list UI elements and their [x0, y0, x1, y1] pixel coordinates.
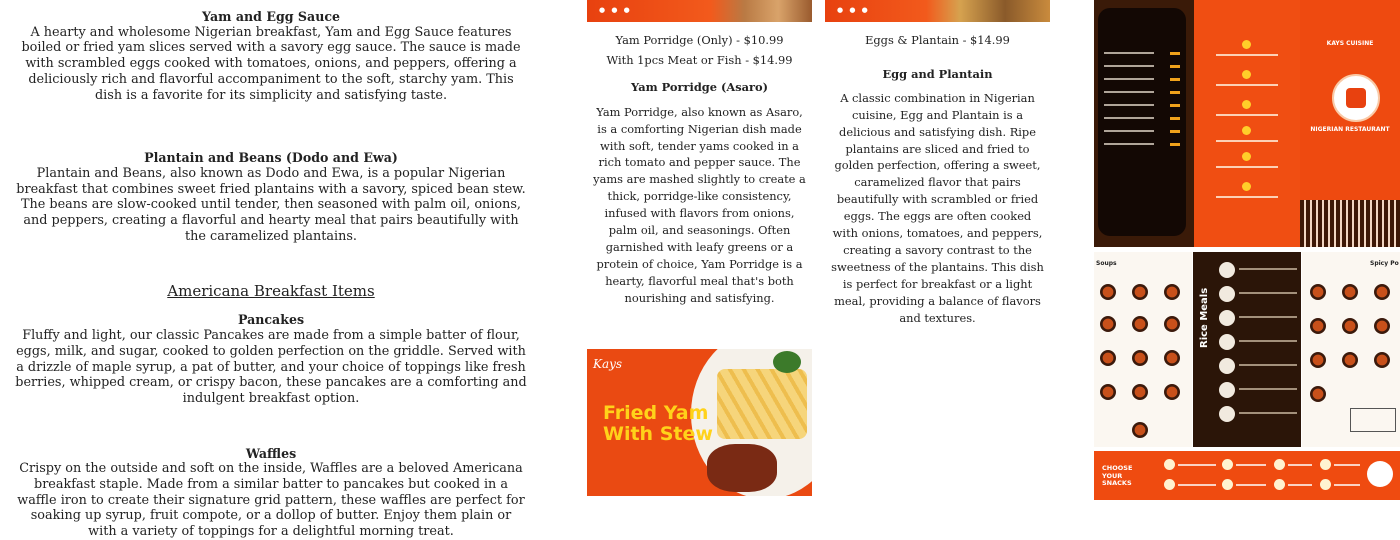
plantain-beans-title: Plantain and Beans (Dodo and Ewa): [144, 150, 398, 166]
decorative-dots-icon: ● ● ●: [837, 6, 870, 14]
fried-yam-promo-image: [587, 349, 812, 496]
egg-plantain-image: [825, 0, 1050, 22]
left-menu-column: [15, 9, 527, 540]
egg-plantain-desc: A classic combination in Nigerian cuisine, Egg and Plantain is a delicious and satisfying dish. Ripe plantains are sliced and fried to golden perfection, offering a sweet, caramelized flavor that pairs beautifully with scrambled or fried eggs. The eggs are often cooked with onions, tomatoes, and peppers, creating a savory contrast to the sweetness of the plantains. This dish is perfect for breakfast or a light meal, providing a balance of flavors and textures.: [831, 90, 1044, 325]
rice-meals-menu-image: [1094, 252, 1400, 447]
waffles-desc: Crispy on the outside and soft on the inside, Waffles are a beloved Americana breakfast staple. Made from a similar batter to pancakes but cooked in a waffle iron to create their signature grid pattern, these waffles are perfect for soaking up syrup, fruit compote, or a dollop of butter. Enjoy them plain or with a variety of toppings for a delightful morning treat.: [17, 461, 525, 540]
egg-plantain-card: [830, 32, 1045, 327]
snacks-heading: CHOOSE YOUR SNACKS: [1102, 464, 1133, 487]
yam-egg-title: Yam and Egg Sauce: [201, 9, 341, 24]
yam-egg-desc: A hearty and wholesome Nigerian breakfast, Yam and Egg Sauce features boiled or fried yam slices served with a savory egg sauce. The sauce is made with scrambled eggs cooked with tomatoes, onions, and peppers, offering a deliciously rich and flavorful accompaniment to the soft, starchy yam. This dish is a favorite for its simplicity and satisfying taste.: [21, 24, 521, 103]
egg-plantain-title: Egg and Plantain: [882, 66, 993, 81]
soups-heading: Soups: [1096, 260, 1117, 267]
plantain-beans-desc: Plantain and Beans, also known as Dodo and Ewa, is a popular Nigerian breakfast that combines sweet fried plantains with a savory, spiced bean stew. The beans are slow-cooked until tender, then seasoned with palm oil, onions, and peppers, creating a flavorful and hearty meal that pairs beautifully with the caramelized plantains.: [16, 165, 526, 244]
yam-porridge-desc: Yam Porridge, also known as Asaro, is a comforting Nigerian dish made with soft, tender yams cooked in a rich tomato and pepper sauce. The yams are mashed slightly to create a thick, porridge-like consistency, infused with flavors from onions, palm oil, and seasonings. Often garnished with leafy greens or a protein of choice, Yam Porridge is a hearty, flavorful meal that's both nourishing and satisfying.: [593, 104, 806, 305]
yam-porridge-meat-price: With 1pcs Meat or Fish - $14.99: [606, 52, 793, 67]
americana-section-heading: Americana Breakfast Items: [167, 282, 375, 301]
rice-meals-heading: Rice Meals: [1199, 287, 1210, 348]
egg-plantain-price: Eggs & Plantain - $14.99: [865, 33, 1010, 47]
brochure-subtitle: NIGERIAN RESTAURANT: [1310, 126, 1390, 133]
yam-porridge-price: Yam Porridge (Only) - $10.99: [615, 33, 784, 47]
spicy-heading: Spicy Po: [1370, 260, 1399, 267]
decorative-dots-icon: ● ● ●: [599, 6, 632, 14]
pancakes-title: Pancakes: [237, 312, 305, 328]
menu-brochure-image: [1094, 0, 1400, 247]
yam-porridge-image: [587, 0, 812, 22]
kays-logo: Kays: [593, 357, 623, 371]
restaurant-logo-icon: [1332, 74, 1380, 122]
snacks-menu-image: [1094, 451, 1400, 500]
brochure-brand: KAYS CUISINE: [1326, 40, 1374, 47]
pancakes-desc: Fluffy and light, our classic Pancakes are made from a simple batter of flour, eggs, milk, and sugar, cooked to golden perfection on the griddle. Served with a drizzle of maple syrup, a pat of butter, and your choice of toppings like fresh berries, whipped cream, or crispy bacon, these pancakes are a comforting and indulgent breakfast option.: [15, 328, 527, 406]
yam-porridge-card: [590, 32, 809, 307]
waffles-title: Waffles: [245, 445, 297, 461]
promo-headline: Fried Yam With Stew: [603, 402, 713, 445]
yam-porridge-title: Yam Porridge (Asaro): [631, 79, 768, 94]
restaurant-logo-icon: [1367, 461, 1393, 487]
